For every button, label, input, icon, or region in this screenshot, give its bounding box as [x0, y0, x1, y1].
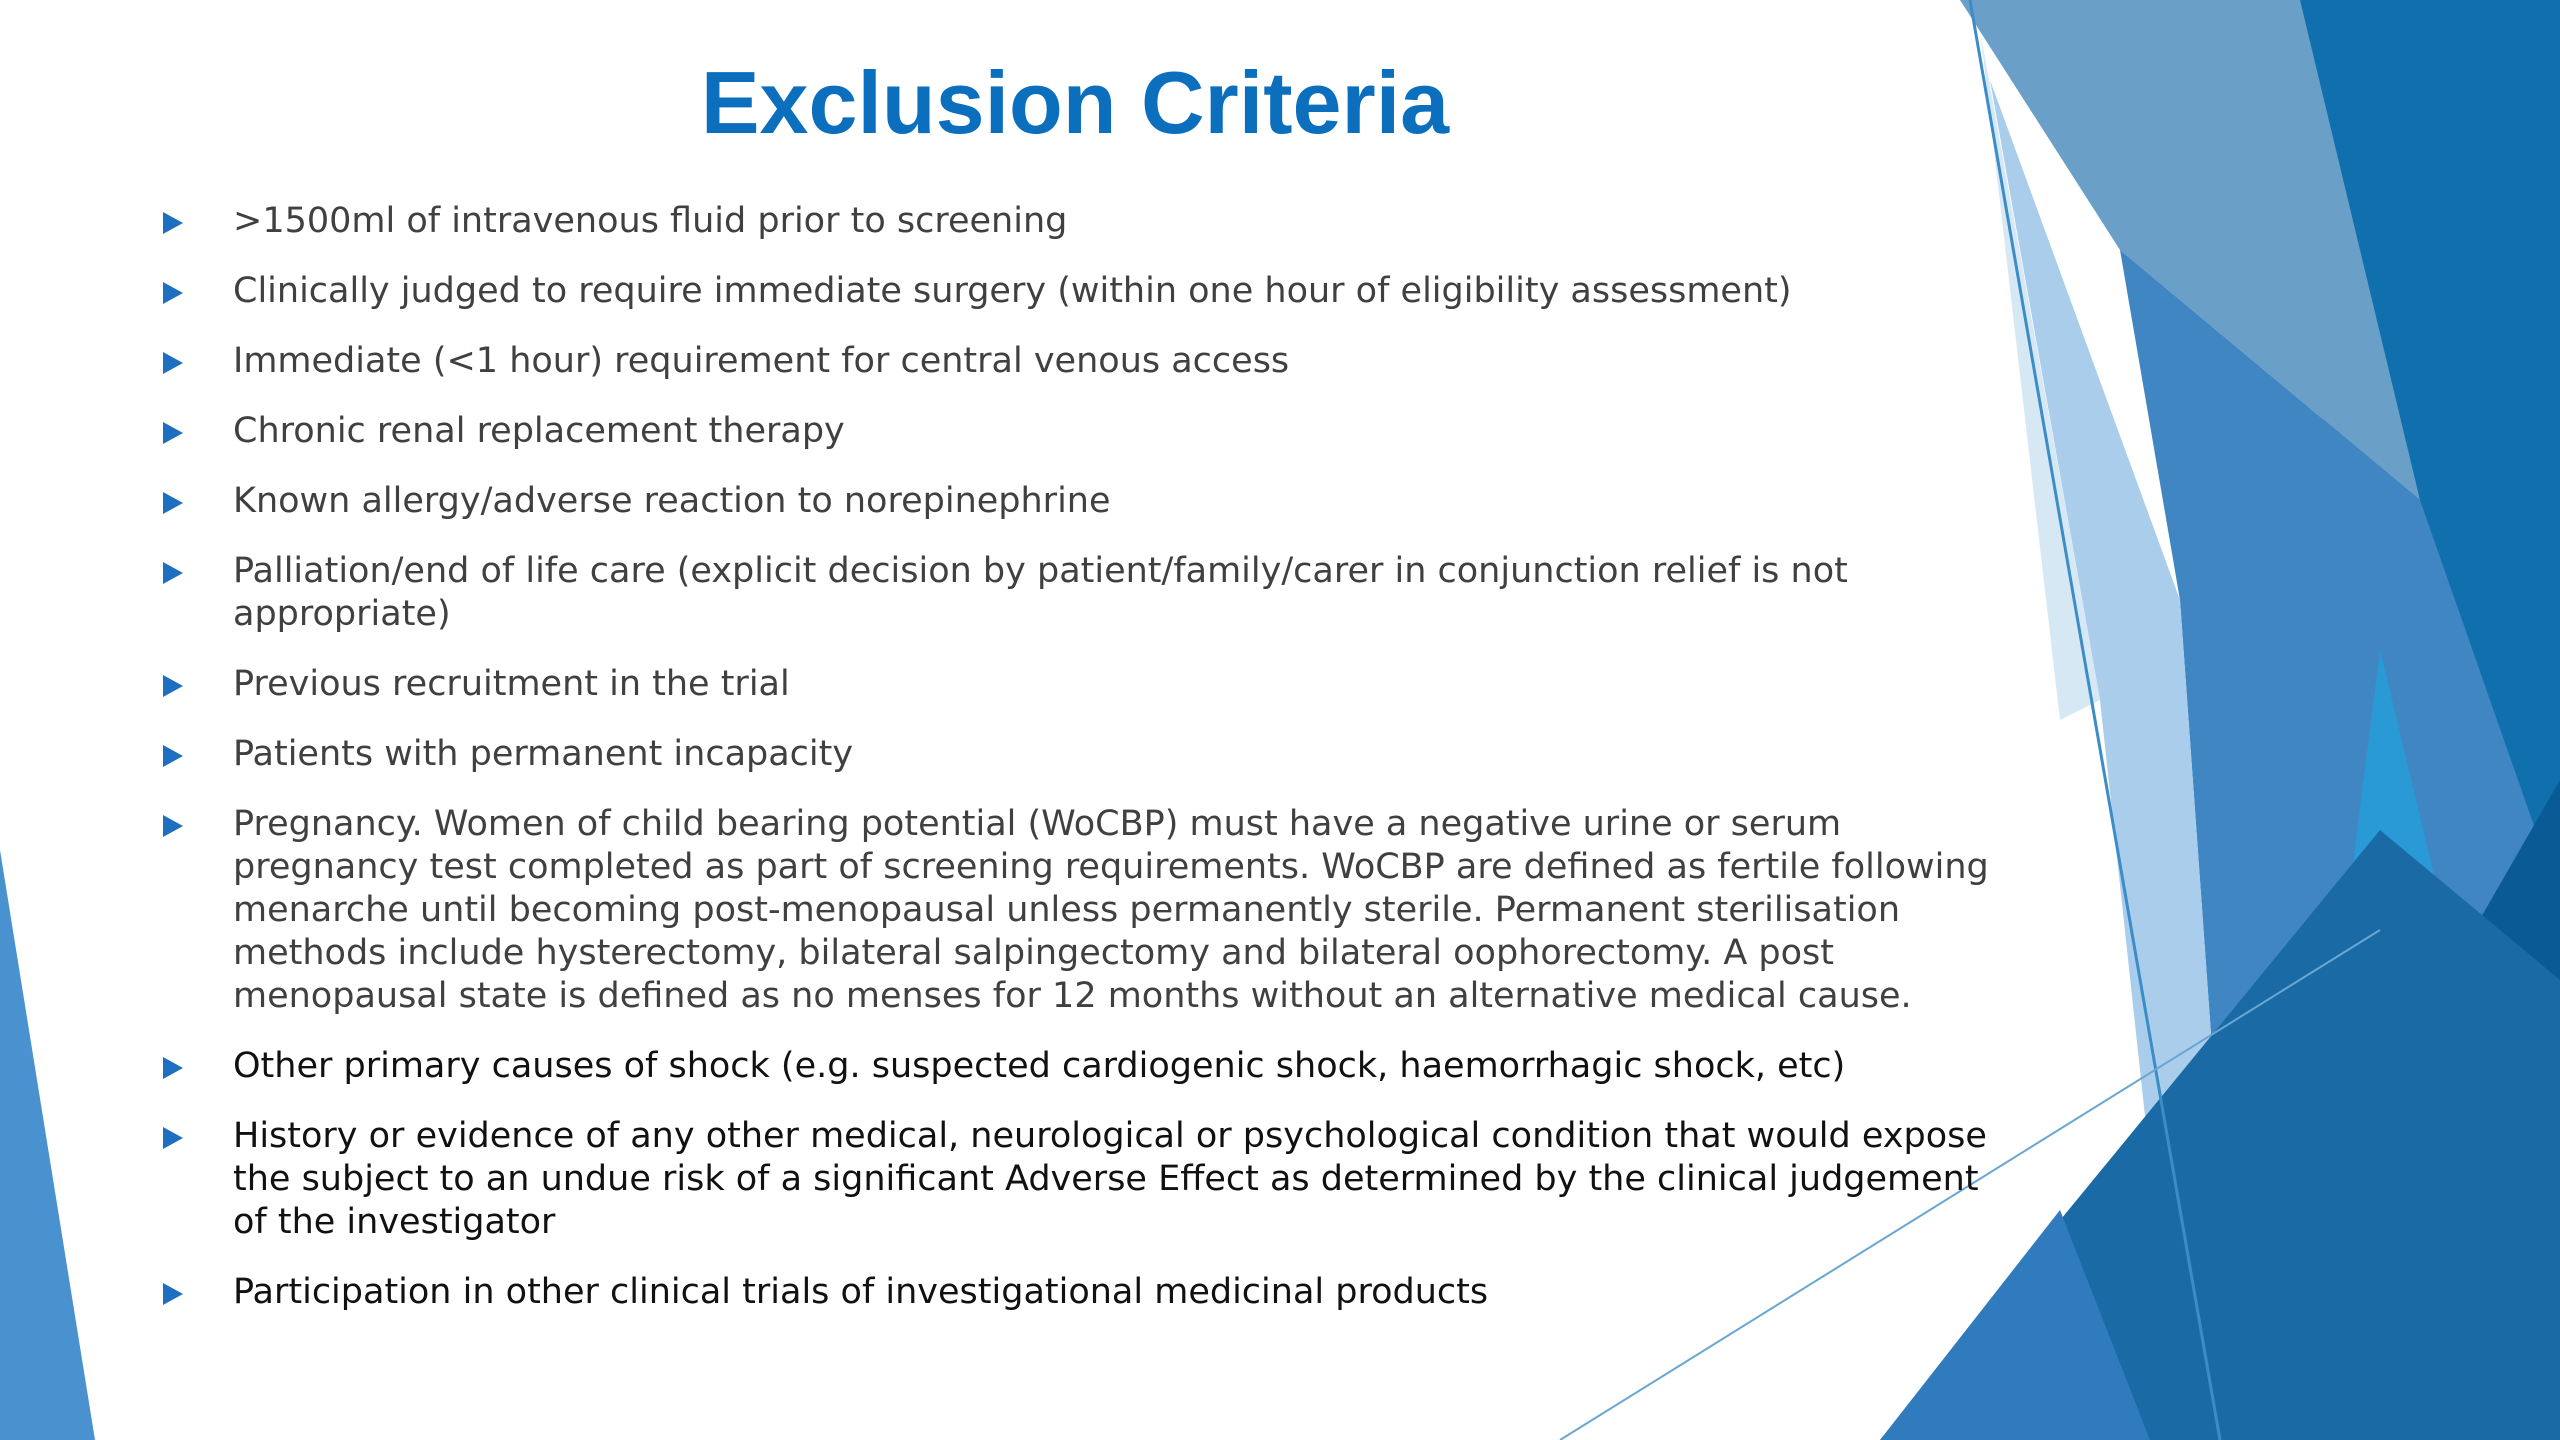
- list-item-text: Clinically judged to require immediate surgery (within one hour of eligibility assessment): [233, 271, 1792, 311]
- list-item: [160, 200, 2010, 243]
- list-item: [160, 340, 2010, 383]
- exclusion-criteria-list: [160, 200, 2010, 1341]
- list-item-text: Known allergy/adverse reaction to norepinephrine: [233, 481, 1111, 521]
- arrow-bullet-icon: [163, 422, 183, 444]
- arrow-bullet-icon: [163, 212, 183, 234]
- slide-title: Exclusion Criteria: [700, 53, 1450, 152]
- arrow-bullet-icon: [163, 282, 183, 304]
- list-item-text: Pregnancy. Women of child bearing potential (WoCBP) must have a negative urine or serum pregnancy test completed as part of screening requirements. WoCBP are defined as fertile following menarche until becoming post-menopausal unless permanently sterile. Permanent sterilisation methods include hysterectomy, bilateral salpingectomy and bilateral oophorectomy. A post menopausal state is defined as no menses for 12 months without an alternative medical cause.: [233, 804, 1989, 1016]
- list-item: [160, 550, 2010, 636]
- arrow-bullet-icon: [163, 1057, 183, 1079]
- list-item-text: Participation in other clinical trials of investigational medicinal products: [233, 1272, 1489, 1312]
- list-item: [160, 1045, 2010, 1088]
- arrow-bullet-icon: [163, 352, 183, 374]
- list-item: [160, 270, 2010, 313]
- arrow-bullet-icon: [163, 815, 183, 837]
- list-item: [160, 1115, 2010, 1244]
- list-item: [160, 1271, 2010, 1314]
- list-item-text: Previous recruitment in the trial: [233, 664, 790, 704]
- list-item-text: >1500ml of intravenous fluid prior to screening: [233, 201, 1068, 241]
- list-item-text: Patients with permanent incapacity: [233, 734, 854, 774]
- list-item-text: History or evidence of any other medical, neurological or psychological condition that would expose the subject to an undue risk of a significant Adverse Effect as determined by the clinical judgement of the investigator: [233, 1116, 1987, 1242]
- arrow-bullet-icon: [163, 1127, 183, 1149]
- arrow-bullet-icon: [163, 562, 183, 584]
- list-item: [160, 663, 2010, 706]
- list-item: [160, 480, 2010, 523]
- list-item-text: Palliation/end of life care (explicit decision by patient/family/carer in conjunction relief is not appropriate): [233, 551, 1848, 634]
- list-item: [160, 803, 2010, 1018]
- list-item: [160, 410, 2010, 453]
- arrow-bullet-icon: [163, 1283, 183, 1305]
- list-item-text: Other primary causes of shock (e.g. suspected cardiogenic shock, haemorrhagic shock, etc): [233, 1046, 1846, 1086]
- arrow-bullet-icon: [163, 675, 183, 697]
- arrow-bullet-icon: [163, 745, 183, 767]
- list-item: [160, 733, 2010, 776]
- list-item-text: Immediate (<1 hour) requirement for central venous access: [233, 341, 1290, 381]
- list-item-text: Chronic renal replacement therapy: [233, 411, 845, 451]
- arrow-bullet-icon: [163, 492, 183, 514]
- left-edge-shape: [0, 850, 95, 1440]
